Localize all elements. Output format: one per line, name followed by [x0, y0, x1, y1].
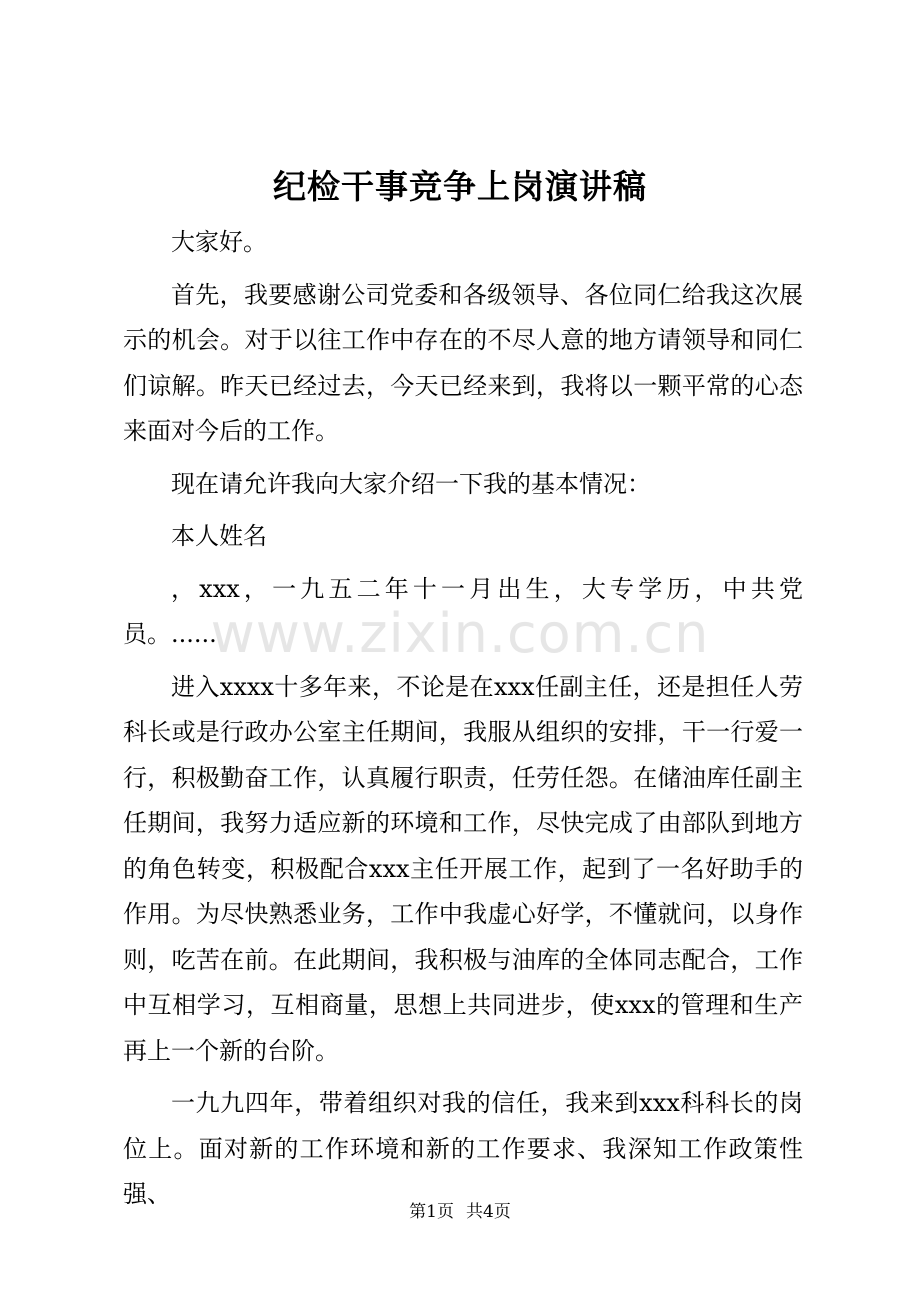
paragraph-greeting: 大家好。	[171, 228, 267, 256]
paragraph-1994: 一九九四年，带着组织对我的信任，我来到xxx科科长的岗位上。面对新的工作环境和新的工作要求、我深知工作政策性强、	[123, 1089, 803, 1208]
paragraph-name: 本人姓名	[171, 522, 267, 550]
paragraph-work-history: 进入xxxx十多年来，不论是在xxx任副主任，还是担任人劳科长或是行政办公室主任期间，我服从组织的安排，干一行爱一行，积极勤奋工作，认真履行职责，任劳任怨。在储油库任副主任期间，我努力适应新的环境和工作，尽快完成了由部队到地方的角色转变，积极配合xxx主任开展工作，起到了一名好助手的作用。为尽快熟悉业务，工作中我虚心好学，不懂就问，以身作则，吃苦在前。在此期间，我积极与油库的全体同志配合，工作中互相学习，互相商量，思想上共同进步，使xxx的管理和生产再上一个新的台阶。	[123, 672, 803, 1065]
document-body	[123, 220, 803, 1218]
paragraph-introduction: 现在请允许我向大家介绍一下我的基本情况：	[171, 469, 651, 498]
page-number-current: 第1页	[409, 1202, 454, 1222]
watermark: www.zixin.com.cn	[210, 602, 710, 665]
page-number-total: 共4页	[466, 1202, 511, 1222]
paragraph-thanks: 首先，我要感谢公司党委和各级领导、各位同仁给我这次展示的机会。对于以往工作中存在的不尽人意的地方请领导和同仁们谅解。昨天已经过去，今天已经来到，我将以一颗平常的心态来面对今后的工作。	[123, 280, 803, 445]
paragraph-basic-info: ，xxx，一九五二年十一月出生，大专学历，中共党员。......	[123, 574, 803, 648]
document-title: 纪检干事竞争上岗演讲稿	[273, 167, 647, 206]
page-footer	[0, 1200, 920, 1224]
